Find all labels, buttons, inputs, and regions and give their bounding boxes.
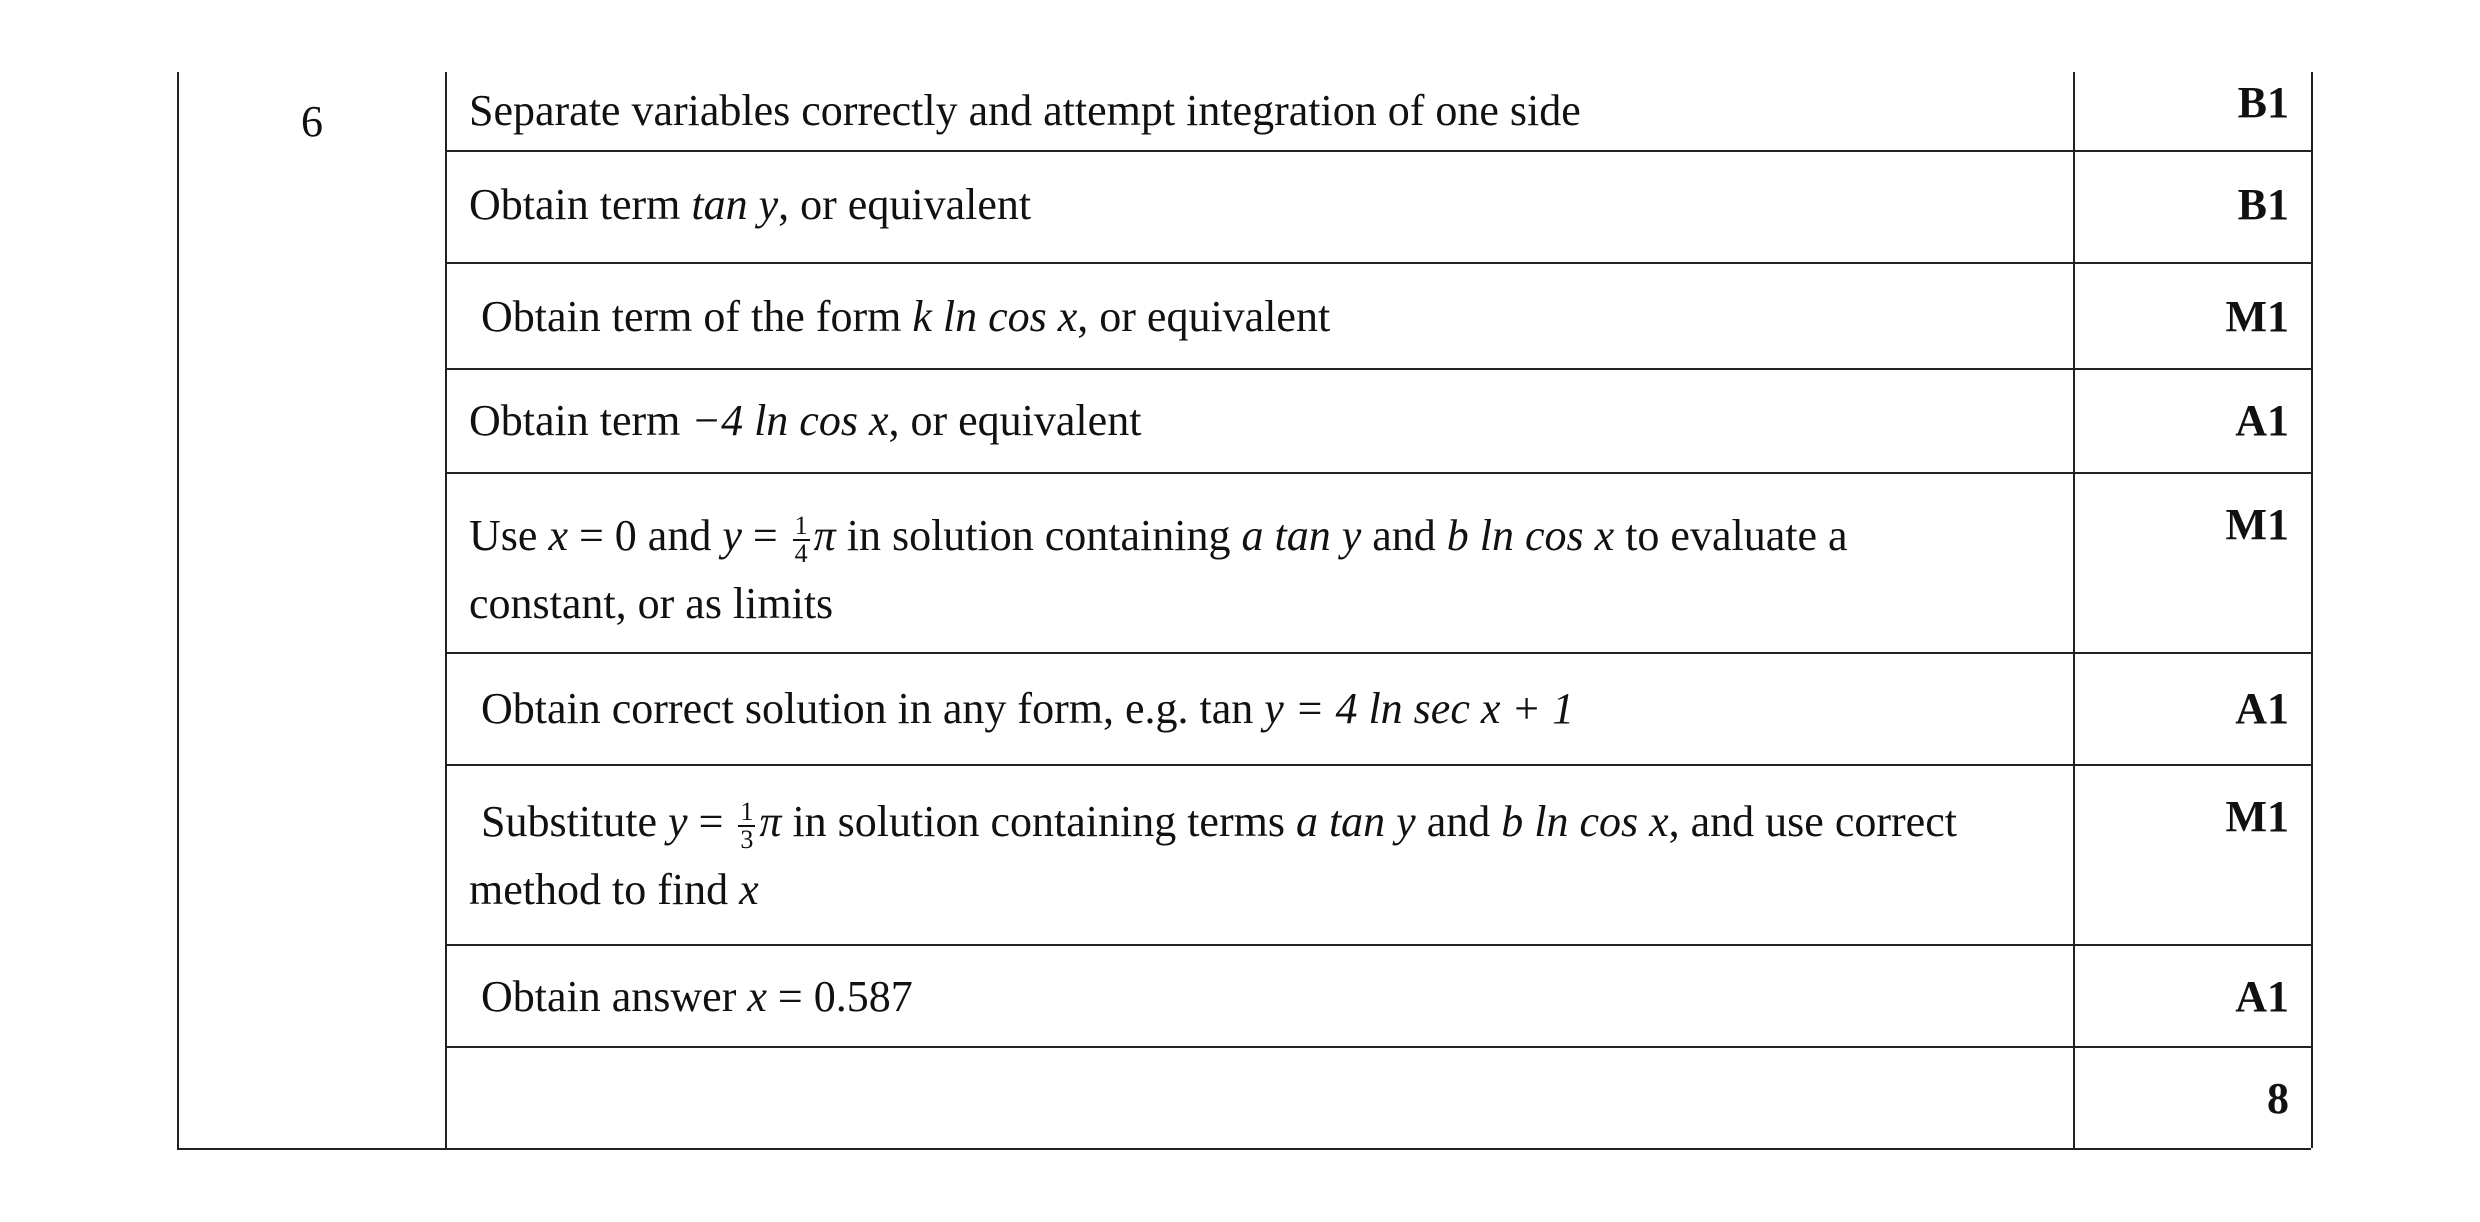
criterion-text: Obtain term tan y, or equivalent xyxy=(469,180,1032,229)
math-expression: tan y xyxy=(691,180,779,229)
table-row xyxy=(445,474,2311,654)
table-row xyxy=(445,72,2311,152)
total-mark: 8 xyxy=(2267,1074,2289,1123)
total-empty-cell xyxy=(445,1048,2073,1148)
total-row xyxy=(445,1048,2311,1148)
criterion-text: Separate variables correctly and attempt integration of one side xyxy=(469,86,1581,135)
criterion-text: Obtain term −4 ln cos x, or equivalent xyxy=(469,396,1142,445)
criterion-text: Obtain correct solution in any form, e.g. tan y = 4 ln sec x + 1 xyxy=(481,684,1575,733)
mark-code: M1 xyxy=(2225,792,2289,841)
table-row xyxy=(445,152,2311,264)
mark-code: M1 xyxy=(2225,292,2289,341)
fraction: $\frac{1}{4}$ xyxy=(794,510,808,568)
mark-code: A1 xyxy=(2235,972,2289,1021)
column-divider-right xyxy=(2311,72,2313,1148)
table-row xyxy=(445,654,2311,766)
criterion-text: Use x = 0 and y = $\frac{1}{4}$ π in solution containing a tan y and b ln cos x to evaluate a constant, or as limits xyxy=(469,510,1848,628)
table-row xyxy=(445,766,2311,946)
criterion-text: Substitute y = $\frac{1}{3}$ π in solution containing terms a tan y and b ln cos x, and use correct method to find x xyxy=(469,796,1957,914)
criterion-text: Obtain term of the form k ln cos x, or equivalent xyxy=(481,292,1331,341)
fraction: $\frac{1}{3}$ xyxy=(740,796,754,854)
mark-code: A1 xyxy=(2235,396,2289,445)
math-expression: −4 ln cos x xyxy=(691,396,889,445)
criterion-text: Obtain answer x = 0.587 xyxy=(481,972,913,1021)
math-expression: k ln cos x xyxy=(912,292,1078,341)
mark-code: M1 xyxy=(2225,500,2289,549)
mark-code: B1 xyxy=(2237,180,2289,229)
math-expression: y = 4 ln sec x + 1 xyxy=(1264,684,1575,733)
question-number: 6 xyxy=(301,97,323,146)
mark-scheme-table xyxy=(177,72,2311,1150)
math-expression: x xyxy=(747,972,767,1021)
table-row xyxy=(445,946,2311,1048)
table-row xyxy=(445,370,2311,474)
mark-code: A1 xyxy=(2235,684,2289,733)
table-row xyxy=(445,264,2311,370)
mark-code: B1 xyxy=(2237,78,2289,127)
